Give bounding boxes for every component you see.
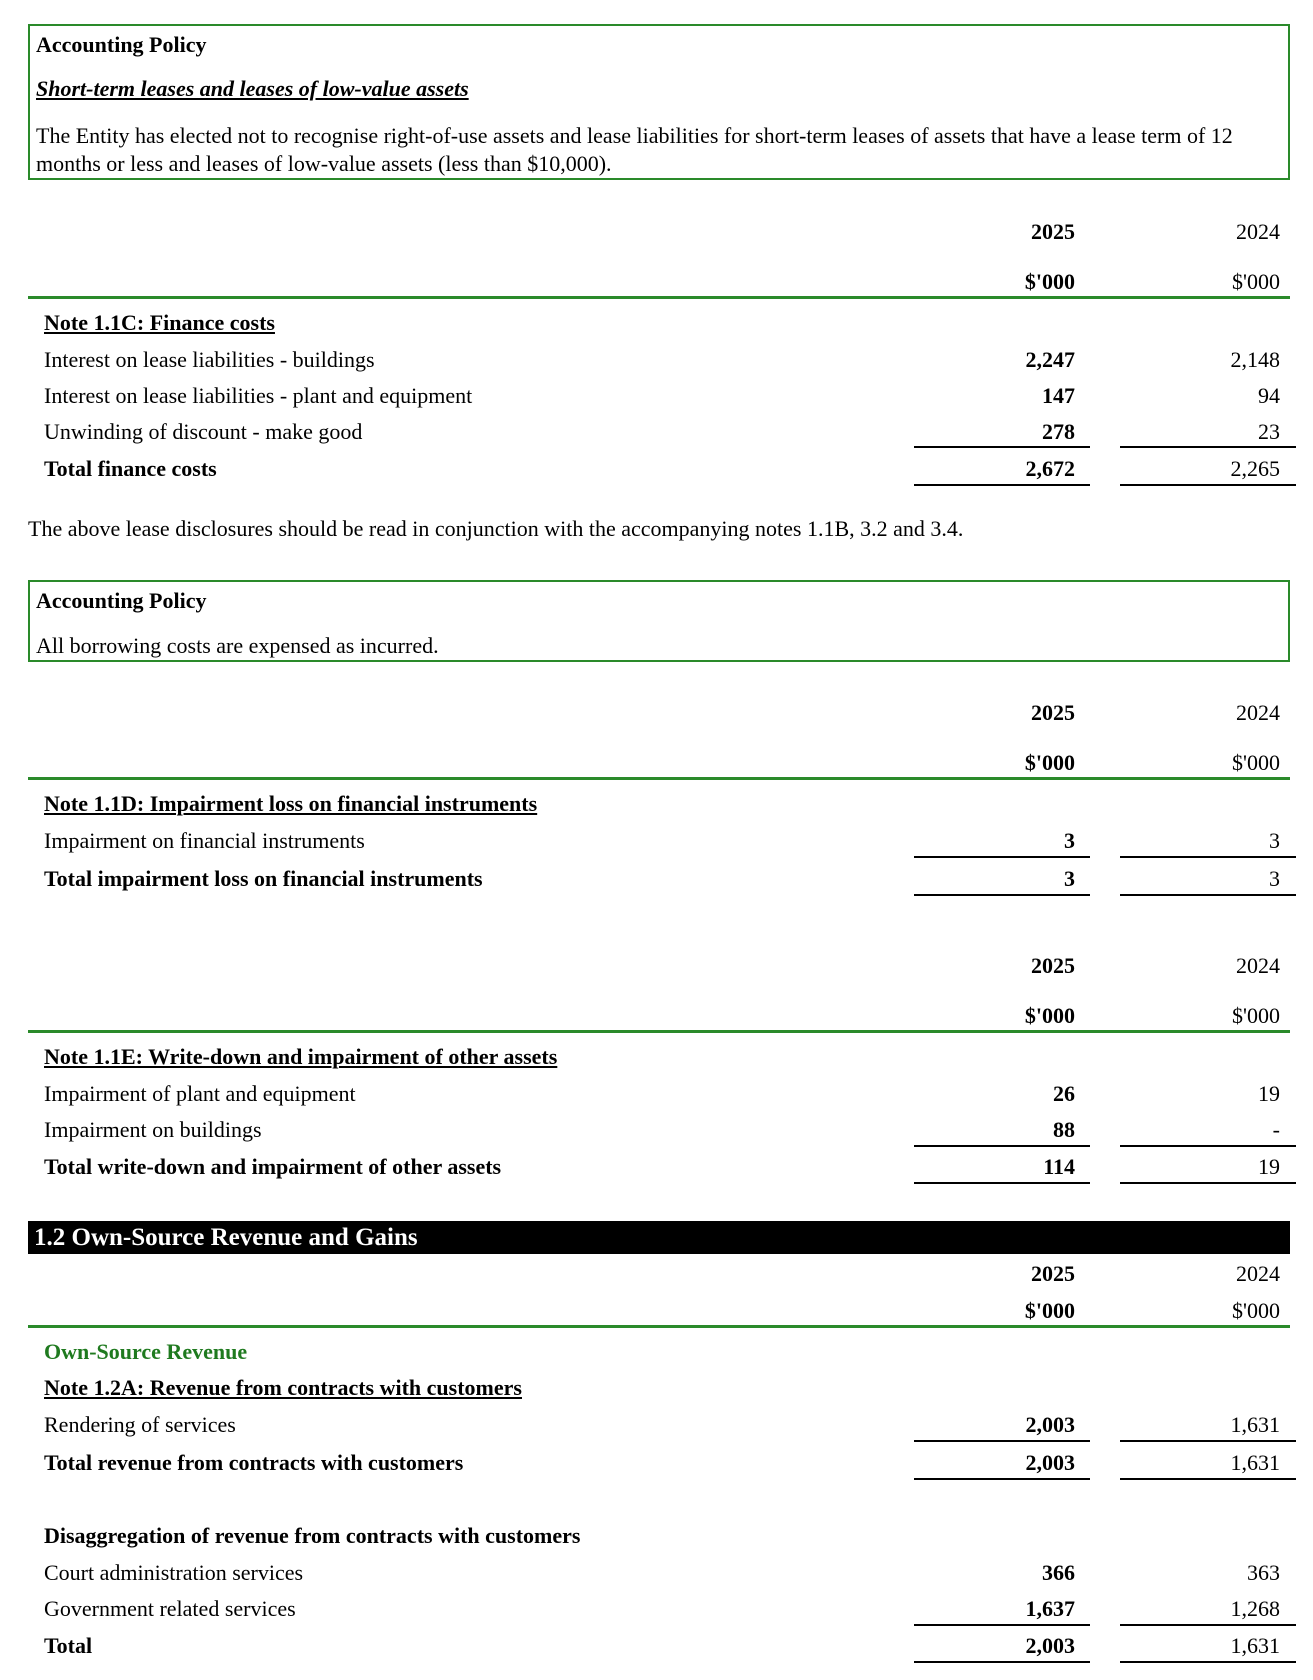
year-2024-header: 2024 <box>1236 219 1280 244</box>
own-source-revenue-heading: Own-Source Revenue <box>44 1339 248 1364</box>
total-rule <box>1120 1661 1296 1663</box>
subtotal-rule <box>1120 1145 1296 1147</box>
note-1-1d-title: Note 1.1D: Impairment loss on financial instruments <box>44 791 538 816</box>
table-row-value-2025: 88 <box>1053 1117 1075 1142</box>
total-row-label: Total finance costs <box>44 456 217 481</box>
year-2024-header: 2024 <box>1236 953 1280 978</box>
total-value-2025: 2,672 <box>1025 456 1075 481</box>
accounting-policy-box-leases <box>28 24 1290 180</box>
year-2024-header: 2024 <box>1236 700 1280 725</box>
year-2025-header: 2025 <box>1031 953 1075 978</box>
table-row-label: Court administration services <box>44 1560 304 1585</box>
unit-2024-header: $'000 <box>1232 1298 1280 1323</box>
subtotal-rule <box>914 1440 1090 1442</box>
total-rule <box>1120 894 1296 896</box>
total-rule <box>914 1182 1090 1184</box>
total-value-2025: 3 <box>1064 866 1075 891</box>
total-value-2025: 2,003 <box>1025 1450 1075 1475</box>
total-value-2024: 19 <box>1258 1154 1280 1179</box>
total-row-label: Total <box>44 1633 93 1658</box>
header-divider <box>28 296 1290 299</box>
unit-2025-header: $'000 <box>1024 750 1075 775</box>
unit-2024-header: $'000 <box>1232 1003 1280 1028</box>
disaggregation-heading: Disaggregation of revenue from contracts with customers <box>44 1523 581 1548</box>
table-row-label: Interest on lease liabilities - plant and equipment <box>44 383 473 408</box>
policy-text: All borrowing costs are expensed as incurred. <box>36 633 439 658</box>
subtotal-rule <box>1120 856 1296 858</box>
policy-title: Accounting Policy <box>36 32 207 57</box>
table-row-label: Rendering of services <box>44 1412 236 1437</box>
subtotal-rule <box>1120 1624 1296 1626</box>
table-row-value-2024: 363 <box>1247 1560 1280 1585</box>
accounting-policy-box-borrowing <box>28 580 1290 662</box>
unit-2025-header: $'000 <box>1024 1298 1075 1323</box>
total-value-2025: 114 <box>1043 1154 1075 1179</box>
table-row-label: Impairment of plant and equipment <box>44 1081 356 1106</box>
note-1-2a-title: Note 1.2A: Revenue from contracts with customers <box>44 1375 522 1400</box>
total-rule <box>1120 1478 1296 1480</box>
table-row-value-2025: 2,003 <box>1025 1412 1075 1437</box>
header-divider <box>28 777 1290 780</box>
table-row-value-2025: 26 <box>1053 1081 1075 1106</box>
table-row-value-2024: - <box>1272 1117 1280 1142</box>
subtotal-rule <box>914 856 1090 858</box>
header-divider <box>28 1325 1290 1328</box>
policy-title: Accounting Policy <box>36 588 207 613</box>
unit-2025-header: $'000 <box>1024 269 1075 294</box>
total-value-2024: 1,631 <box>1230 1450 1280 1475</box>
table-row-label: Interest on lease liabilities - buildings <box>44 347 375 372</box>
year-2025-header: 2025 <box>1031 219 1075 244</box>
year-2025-header: 2025 <box>1031 1261 1075 1286</box>
table-row-value-2025: 3 <box>1064 828 1075 853</box>
table-row-value-2024: 19 <box>1258 1081 1280 1106</box>
total-row-label: Total write-down and impairment of other assets <box>44 1154 502 1179</box>
table-row-label: Impairment on financial instruments <box>44 828 365 853</box>
total-rule <box>914 894 1090 896</box>
table-row-label: Unwinding of discount - make good <box>44 419 363 444</box>
note-1-1c-title: Note 1.1C: Finance costs <box>44 310 275 335</box>
total-rule <box>914 484 1090 486</box>
table-row-value-2025: 2,247 <box>1025 347 1075 372</box>
lease-disclosure-footnote: The above lease disclosures should be read in conjunction with the accompanying notes 1.1B, 3.2 and 3.4. <box>28 516 964 541</box>
table-row-value-2024: 94 <box>1258 383 1280 408</box>
table-row-value-2024: 1,268 <box>1230 1596 1280 1621</box>
table-row-label: Government related services <box>44 1596 296 1621</box>
subtotal-rule <box>914 446 1090 448</box>
total-value-2024: 2,265 <box>1230 456 1280 481</box>
header-divider <box>28 1030 1290 1033</box>
table-row-value-2025: 1,637 <box>1025 1596 1075 1621</box>
total-value-2024: 3 <box>1269 866 1280 891</box>
table-row-value-2024: 2,148 <box>1230 347 1280 372</box>
unit-2024-header: $'000 <box>1232 269 1280 294</box>
subtotal-rule <box>1120 446 1296 448</box>
policy-text: The Entity has elected not to recognise right-of-use assets and lease liabilities for short-term leases of assets that have a lease term of 12 months or less and leases of low-value assets (less than $10,000). <box>36 123 1233 176</box>
total-value-2025: 2,003 <box>1025 1633 1075 1658</box>
year-2025-header: 2025 <box>1031 700 1075 725</box>
subtotal-rule <box>1120 1440 1296 1442</box>
total-row-label: Total revenue from contracts with customers <box>44 1450 464 1475</box>
table-row-value-2024: 1,631 <box>1230 1412 1280 1437</box>
section-heading-1-2: 1.2 Own-Source Revenue and Gains <box>28 1221 1290 1254</box>
table-row-label: Impairment on buildings <box>44 1117 262 1142</box>
unit-2024-header: $'000 <box>1232 750 1280 775</box>
total-rule <box>1120 1182 1296 1184</box>
table-row-value-2025: 147 <box>1042 383 1075 408</box>
subtotal-rule <box>914 1145 1090 1147</box>
policy-subtitle: Short-term leases and leases of low-value assets <box>36 76 469 101</box>
total-value-2024: 1,631 <box>1230 1633 1280 1658</box>
table-row-value-2024: 3 <box>1269 828 1280 853</box>
subtotal-rule <box>914 1624 1090 1626</box>
unit-2025-header: $'000 <box>1024 1003 1075 1028</box>
table-row-value-2024: 23 <box>1258 419 1280 444</box>
total-row-label: Total impairment loss on financial instruments <box>44 866 483 891</box>
table-row-value-2025: 366 <box>1042 1560 1075 1585</box>
note-1-1e-title: Note 1.1E: Write-down and impairment of other assets <box>44 1044 558 1069</box>
table-row-value-2025: 278 <box>1042 419 1075 444</box>
total-rule <box>1120 484 1296 486</box>
total-rule <box>914 1478 1090 1480</box>
total-rule <box>914 1661 1090 1663</box>
year-2024-header: 2024 <box>1236 1261 1280 1286</box>
